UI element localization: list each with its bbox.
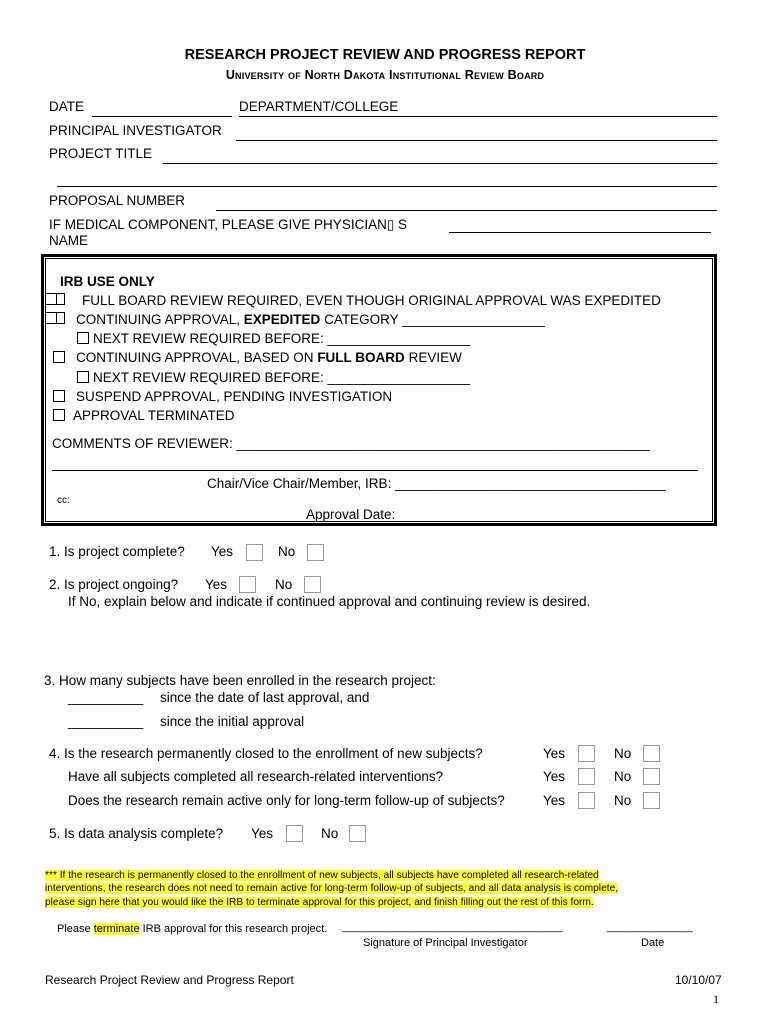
q5-no-label: No bbox=[321, 826, 339, 841]
department-label: DEPARTMENT/COLLEGE bbox=[239, 99, 399, 114]
q1-no-label: No bbox=[278, 544, 296, 559]
question-4c: Does the research remain active only for long-term follow-up of subjects? bbox=[68, 793, 505, 808]
approval-date[interactable]: Approval Date: ____________________________________ bbox=[306, 507, 670, 522]
suspend-checkbox[interactable] bbox=[53, 390, 65, 402]
question-4: 4. Is the research permanently closed to the enrollment of new subjects? bbox=[49, 746, 483, 761]
project-title-label: PROJECT TITLE bbox=[49, 146, 153, 161]
footer-title: Research Project Review and Progress Report bbox=[45, 973, 294, 987]
comments-line-2[interactable] bbox=[52, 470, 698, 471]
full-board-based-checkbox[interactable] bbox=[53, 351, 65, 363]
next-review-1: NEXT REVIEW REQUIRED BEFORE: ___________________ bbox=[93, 331, 471, 346]
form-subtitle: University of North Dakota Institutional Review Board bbox=[225, 68, 545, 82]
q4b-no-label: No bbox=[614, 769, 632, 784]
q2-note: If No, explain below and indicate if continued approval and continuing review is desired. bbox=[68, 594, 591, 609]
question-4b: Have all subjects completed all research-related interventions? bbox=[68, 769, 444, 784]
q4-no-label: No bbox=[614, 746, 632, 761]
q4c-no-checkbox[interactable] bbox=[643, 792, 660, 809]
irb-heading: IRB USE ONLY bbox=[60, 274, 155, 289]
form-title: RESEARCH PROJECT REVIEW AND PROGRESS REPORT bbox=[184, 47, 586, 63]
termination-note-line-1: *** If the research is permanently closed to the enrollment of new subjects, all subjects have completed all research-related bbox=[45, 870, 599, 881]
project-title-field[interactable] bbox=[163, 163, 717, 164]
question-1: 1. Is project complete? bbox=[49, 544, 185, 559]
expedited-option: CONTINUING APPROVAL, EXPEDITED CATEGORY ___________________ bbox=[76, 312, 545, 327]
full-board-checkbox-2[interactable] bbox=[56, 293, 65, 305]
footer-date: 10/10/07 bbox=[675, 973, 722, 987]
pi-signature-label: Signature of Principal Investigator bbox=[363, 937, 528, 949]
proposal-number-field[interactable] bbox=[216, 210, 717, 211]
question-3: 3. How many subjects have been enrolled in the research project: bbox=[44, 673, 436, 688]
q4b-yes-checkbox[interactable] bbox=[578, 768, 595, 785]
date-field[interactable] bbox=[92, 116, 232, 117]
q3-since-initial: since the initial approval bbox=[160, 714, 305, 729]
q4b-yes-label: Yes bbox=[543, 769, 566, 784]
q3-blank-1[interactable]: __________ bbox=[68, 690, 144, 705]
terminated-option: APPROVAL TERMINATED bbox=[73, 408, 235, 423]
full-board-option: FULL BOARD REVIEW REQUIRED, EVEN THOUGH ORIGINAL APPROVAL WAS EXPEDITED bbox=[82, 293, 661, 308]
q5-yes-checkbox[interactable] bbox=[286, 825, 303, 842]
next-review-2: NEXT REVIEW REQUIRED BEFORE: ___________________ bbox=[93, 370, 471, 385]
question-2: 2. Is project ongoing? bbox=[49, 577, 179, 592]
cc-label: cc: bbox=[57, 495, 70, 506]
q2-no-label: No bbox=[275, 577, 293, 592]
terminated-checkbox[interactable] bbox=[53, 409, 65, 421]
q3-since-approval: since the date of last approval, and bbox=[160, 690, 370, 705]
physician-label-line2: NAME bbox=[49, 233, 89, 248]
q5-no-checkbox[interactable] bbox=[349, 825, 366, 842]
pi-label: PRINCIPAL INVESTIGATOR bbox=[49, 123, 222, 138]
next-review-checkbox-1[interactable] bbox=[77, 332, 89, 344]
q1-no-checkbox[interactable] bbox=[307, 544, 324, 561]
q2-yes-checkbox[interactable] bbox=[239, 576, 256, 593]
signature-date-label: Date bbox=[641, 937, 665, 949]
physician-label: IF MEDICAL COMPONENT, PLEASE GIVE PHYSICIAN▯ S bbox=[49, 217, 408, 232]
q3-blank-2[interactable]: __________ bbox=[68, 714, 144, 729]
full-board-based-option: CONTINUING APPROVAL, BASED ON FULL BOARD REVIEW bbox=[76, 350, 462, 365]
project-title-field-line2[interactable] bbox=[57, 186, 717, 187]
q2-no-checkbox[interactable] bbox=[304, 576, 321, 593]
expedited-checkbox-2[interactable] bbox=[56, 312, 65, 324]
pi-field[interactable] bbox=[236, 140, 717, 141]
department-field[interactable] bbox=[239, 116, 717, 117]
terminate-request: Please terminate IRB approval for this research project. bbox=[57, 923, 328, 935]
comments-label[interactable]: COMMENTS OF REVIEWER: _______________________________________________________ bbox=[52, 436, 650, 451]
chair-signature[interactable]: Chair/Vice Chair/Member, IRB: ____________________________________ bbox=[207, 476, 666, 491]
q2-yes-label: Yes bbox=[205, 577, 228, 592]
page-number: 1 bbox=[713, 992, 719, 1006]
question-5: 5. Is data analysis complete? bbox=[49, 826, 224, 841]
termination-note-line-2: interventions, the research does not need to remain active for long-term follow-up of subjects, and all data analysis is complete, bbox=[45, 883, 619, 894]
q4c-yes-checkbox[interactable] bbox=[578, 792, 595, 809]
q4-yes-checkbox[interactable] bbox=[578, 745, 595, 762]
q4b-no-checkbox[interactable] bbox=[643, 768, 660, 785]
q4-no-checkbox[interactable] bbox=[643, 745, 660, 762]
date-label: DATE bbox=[49, 99, 85, 114]
q4-yes-label: Yes bbox=[543, 746, 566, 761]
q1-yes-checkbox[interactable] bbox=[246, 544, 263, 561]
signature-date-line[interactable]: ______________ bbox=[607, 921, 693, 933]
suspend-option: SUSPEND APPROVAL, PENDING INVESTIGATION bbox=[76, 389, 393, 404]
q4c-no-label: No bbox=[614, 793, 632, 808]
proposal-number-label: PROPOSAL NUMBER bbox=[49, 193, 186, 208]
next-review-checkbox-2[interactable] bbox=[77, 371, 89, 383]
q1-yes-label: Yes bbox=[211, 544, 234, 559]
pi-signature-line[interactable]: ____________________________________ bbox=[342, 921, 563, 933]
q5-yes-label: Yes bbox=[251, 826, 274, 841]
physician-field[interactable] bbox=[449, 232, 711, 233]
termination-note-line-3: please sign here that you would like the IRB to terminate approval for this project, and finish filling out the rest of this form. bbox=[45, 897, 594, 908]
q4c-yes-label: Yes bbox=[543, 793, 566, 808]
